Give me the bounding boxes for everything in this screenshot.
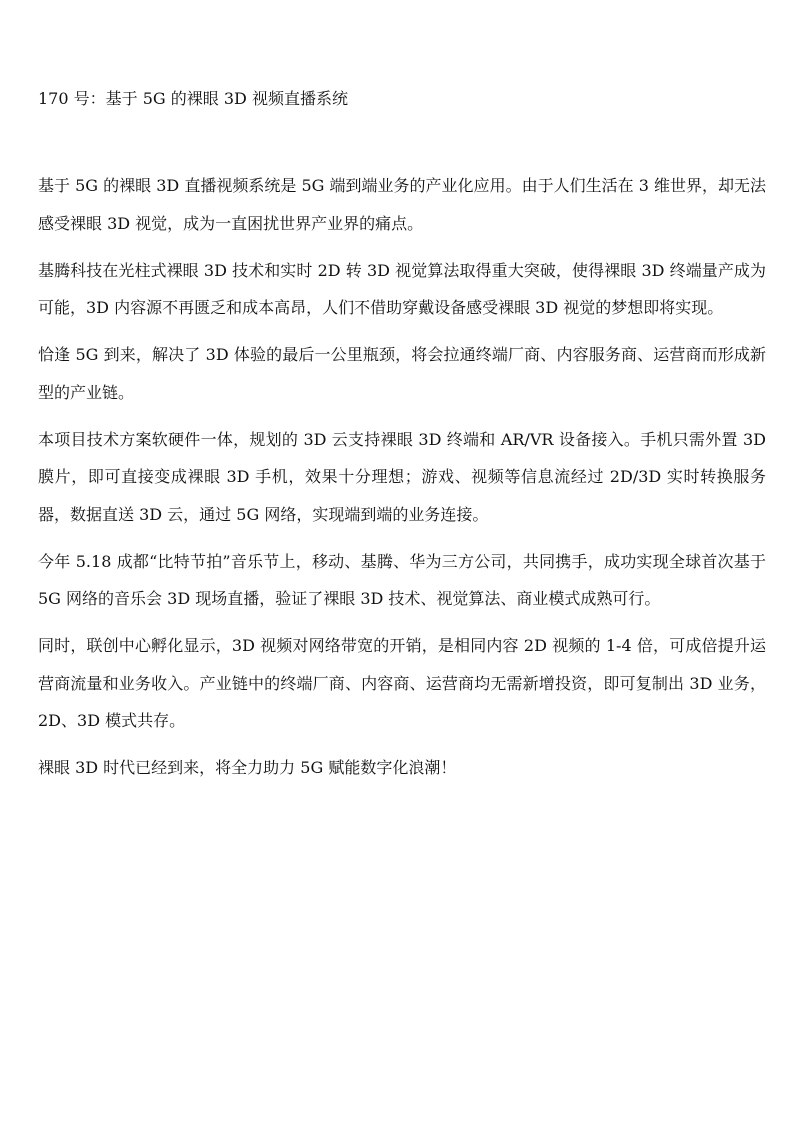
document-body — [38, 167, 766, 796]
paragraph: 基腾科技在光柱式裸眼 3D 技术和实时 2D 转 3D 视觉算法取得重大突破，使得裸眼 3D 终端量产成为可能，3D 内容源不再匮乏和成本高昂，人们不借助穿戴设备感受裸眼 3D 视觉的梦想即将实现。 — [38, 260, 766, 317]
paragraph: 基于 5G 的裸眼 3D 直播视频系统是 5G 端到端业务的产业化应用。由于人们生活在 3 维世界，却无法感受裸眼 3D 视觉，成为一直困扰世界产业界的痛点。 — [38, 176, 766, 233]
paragraph: 今年 5.18 成都“比特节拍”音乐节上，移动、基腾、华为三方公司，共同携手，成功实现全球首次基于 5G 网络的音乐会 3D 现场直播，验证了裸眼 3D 技术、视觉算法、商业模式成熟可行。 — [38, 551, 766, 608]
paragraph: 裸眼 3D 时代已经到来，将全力助力 5G 赋能数字化浪潮！ — [38, 758, 457, 777]
paragraph: 同时，联创中心孵化显示，3D 视频对网络带宽的开销，是相同内容 2D 视频的 1-4 倍，可成倍提升运营商流量和业务收入。产业链中的终端厂商、内容商、运营商均无需新增投资，即可复制出 3D 业务，2D、3D 模式共存。 — [38, 636, 766, 730]
paragraph: 本项目技术方案软硬件一体，规划的 3D 云支持裸眼 3D 终端和 AR/VR 设备接入。手机只需外置 3D 膜片，即可直接变成裸眼 3D 手机，效果十分理想；游戏、视频等信息流经过 2D/3D 实时转换服务器，数据直送 3D 云，通过 5G 网络，实现端到端的业务连接。 — [38, 429, 766, 524]
paragraph: 恰逢 5G 到来，解决了 3D 体验的最后一公里瓶颈，将会拉通终端厂商、内容服务商、运营商而形成新型的产业链。 — [38, 345, 766, 402]
document-title: 170 号：基于 5G 的裸眼 3D 视频直播系统 — [38, 89, 348, 108]
